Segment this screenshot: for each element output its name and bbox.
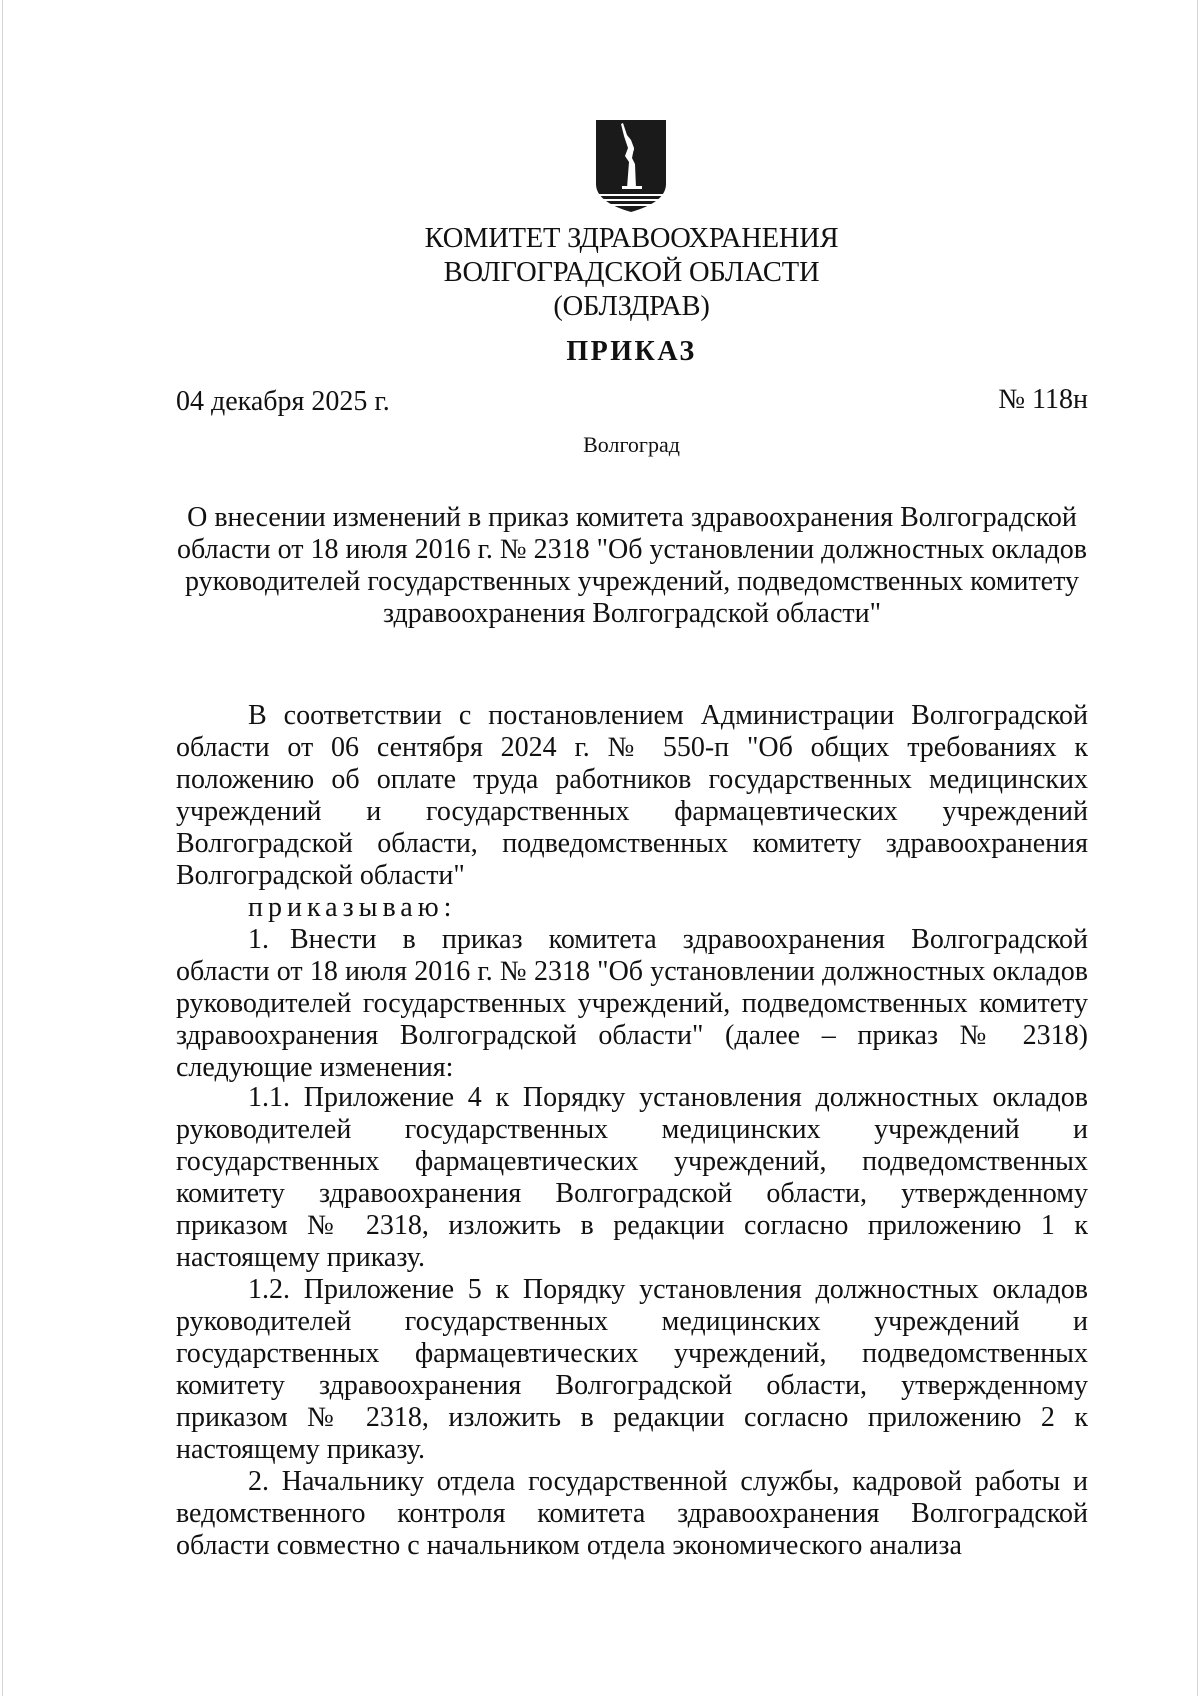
item-2-paragraph (176, 1466, 1088, 1562)
committee-name-line-1: КОМИТЕТ ЗДРАВООХРАНЕНИЯ (424, 223, 839, 254)
coat-of-arms-icon (594, 118, 668, 214)
order-city: Волгоград (583, 432, 680, 457)
item-1-number: 1. (248, 924, 269, 955)
document-title: ПРИКАЗ (566, 336, 697, 367)
item-1-2-paragraph (176, 1274, 1088, 1466)
item-1 (176, 924, 1088, 1084)
item-1-2-text: 1.2. Приложение 5 к Порядку установления должностных окладов руководителей государственных медицинских учреждений и государственных фармацевтических учреждений, подведомственных комитету здравоохранения Волгоградской области, утвержденному приказом № 2318, изложить в редакции согласно приложению 2 к настоящему приказу. (176, 1274, 1088, 1465)
order-word-paragraph (176, 892, 1088, 924)
committee-abbreviation: (ОБЛЗДРАВ) (553, 291, 710, 322)
order-subject: О внесении изменений в приказ комитета здравоохранения Волгоградской области от 18 июля 2016 г. № 2318 "Об установлении должностных окладов руководителей государственных учреждений, подведомственных комитету здравоохранения Волгоградской области" (177, 502, 1087, 629)
committee-name-line-2: ВОЛГОГРАДСКОЙ ОБЛАСТИ (443, 257, 820, 288)
order-word: приказываю: (248, 892, 457, 923)
item-1-1-text: 1.1. Приложение 4 к Порядку установления должностных окладов руководителей государственных медицинских учреждений и государственных фармацевтических учреждений, подведомственных комитету здравоохранения Волгоградской области, утвержденному приказом № 2318, изложить в редакции согласно приложению 1 к настоящему приказу. (176, 1082, 1088, 1273)
item-2-text: 2. Начальнику отдела государственной службы, кадровой работы и ведомственного контроля комитета здравоохранения Волгоградской области совместно с начальником отдела экономического анализа (176, 1466, 1088, 1561)
item-1-1-paragraph (176, 1082, 1088, 1274)
preamble-text: В соответствии с постановлением Администрации Волгоградской области от 06 сентября 2024 г. № 550-п "Об общих требованиях к положению об оплате труда работников государственных медицинских учреждений и государственных фармацевтических учреждений Волгоградской области, подведомственных комитету здравоохранения Волгоградской области" (176, 700, 1088, 891)
order-date: 04 декабря 2025 г. (176, 386, 390, 417)
item-1-text: Внести в приказ комитета здравоохранения Волгоградской области от 18 июля 2016 г. № 2318 "Об установлении должностных окладов руководителей государственных учреждений, подведомственных комитету здравоохранения Волгоградской области" (далее – приказ № 2318) следующие изменения: (176, 924, 1088, 1083)
preamble-paragraph (176, 700, 1088, 892)
item-1-paragraph (176, 924, 1088, 1084)
order-number: № 118н (998, 384, 1088, 415)
